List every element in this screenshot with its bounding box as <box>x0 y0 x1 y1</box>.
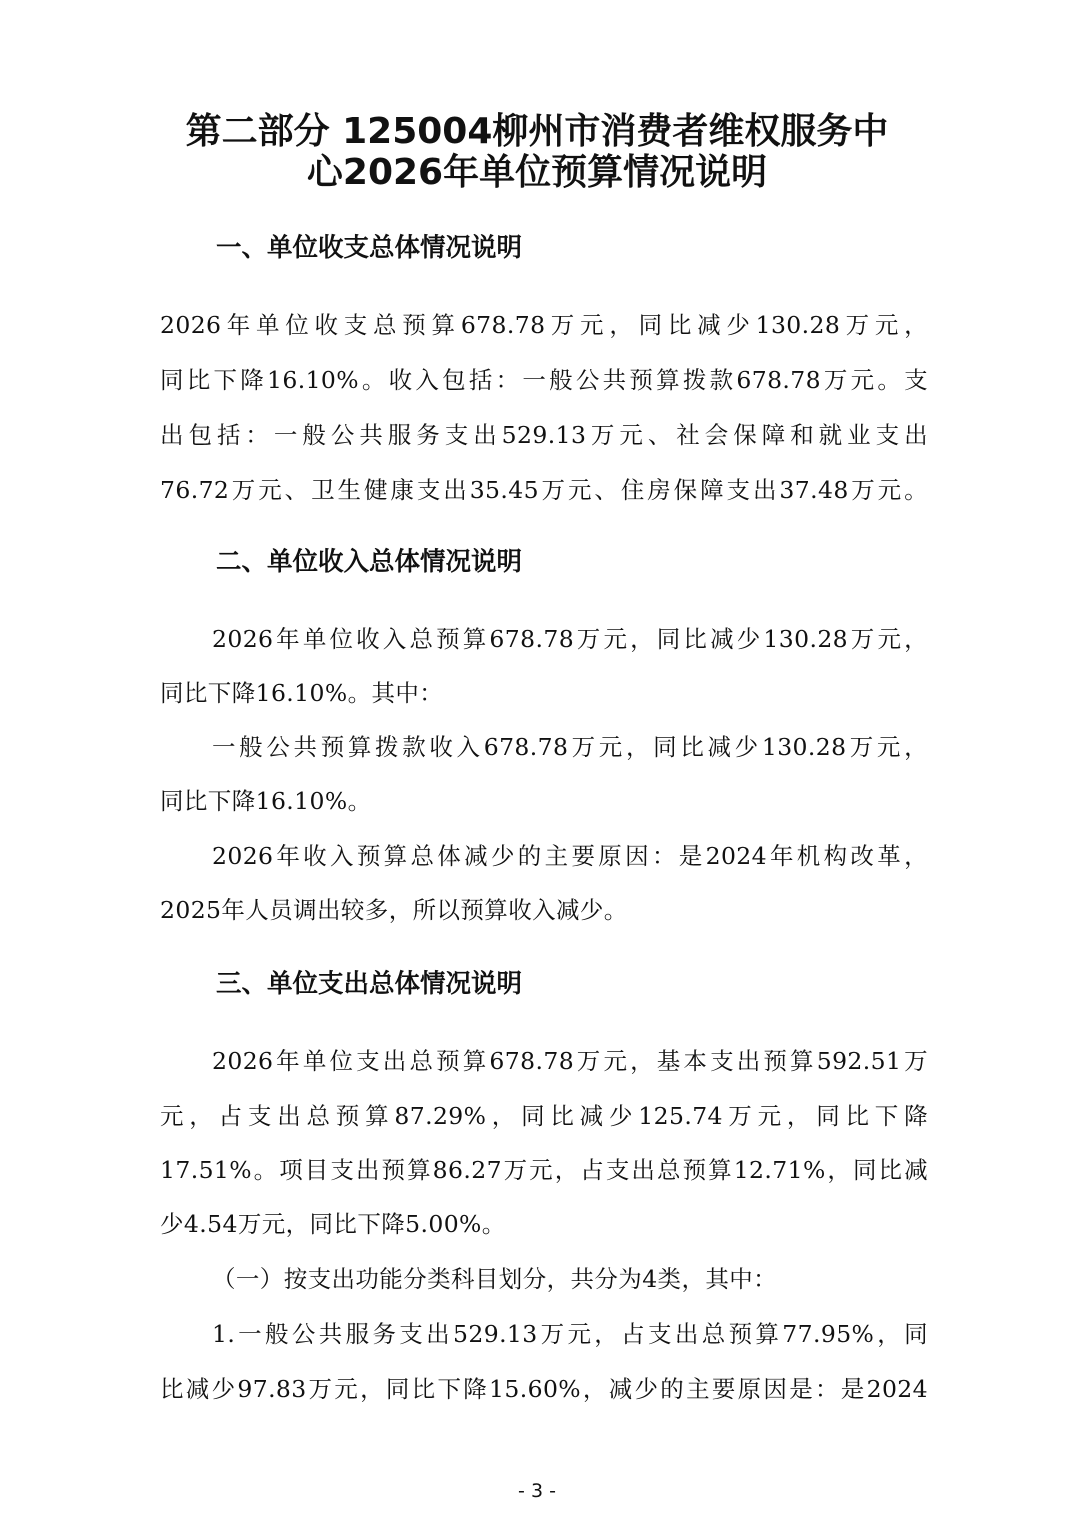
paragraph-line: 2026年单位收入总预算678.78万元，同比减少130.28万元， <box>212 625 928 653</box>
page-title-line-2: 心2026年单位预算情况说明 <box>306 152 768 193</box>
paragraph-line: 1.一般公共服务支出529.13万元，占支出总预算77.95%，同 <box>212 1320 928 1348</box>
paragraph-line: 少4.54万元，同比下降5.00%。 <box>160 1210 506 1238</box>
section-heading-1: 一、单位收支总体情况说明 <box>216 233 523 263</box>
section-heading-2: 二、单位收入总体情况说明 <box>216 547 523 577</box>
paragraph-line: 同比下降16.10%。 <box>160 787 372 815</box>
paragraph-line: 76.72万元、卫生健康支出35.45万元、住房保障支出37.48万元。 <box>160 476 928 504</box>
section-heading-3: 三、单位支出总体情况说明 <box>216 969 523 999</box>
paragraph-line: 元，占支出总预算87.29%，同比减少125.74万元，同比下降 <box>160 1102 928 1130</box>
paragraph-line: 同比下降16.10%。其中： <box>160 679 444 707</box>
paragraph-line: 2025年人员调出较多，所以预算收入减少。 <box>160 896 628 924</box>
paragraph-line: 2026年收入预算总体减少的主要原因：是2024年机构改革， <box>212 842 928 870</box>
paragraph-line: 2026年单位支出总预算678.78万元，基本支出预算592.51万 <box>212 1047 928 1075</box>
paragraph-line: 一般公共预算拨款收入678.78万元，同比减少130.28万元， <box>212 733 928 761</box>
paragraph-line: 同比下降16.10%。收入包括：一般公共预算拨款678.78万元。支 <box>160 366 928 394</box>
page-number: - 3 - <box>518 1480 556 1502</box>
page-title-line-1: 第二部分 125004柳州市消费者维权服务中 <box>185 111 889 152</box>
paragraph-line: （一）按支出功能分类科目划分，共分为4类，其中： <box>212 1265 778 1293</box>
paragraph-line: 出包括：一般公共服务支出529.13万元、社会保障和就业支出 <box>160 421 928 449</box>
paragraph-line: 比减少97.83万元，同比下降15.60%，减少的主要原因是：是2024 <box>160 1375 928 1403</box>
paragraph-line: 2026年单位收支总预算678.78万元，同比减少130.28万元， <box>160 311 928 339</box>
paragraph-line: 17.51%。项目支出预算86.27万元，占支出总预算12.71%，同比减 <box>160 1156 928 1184</box>
